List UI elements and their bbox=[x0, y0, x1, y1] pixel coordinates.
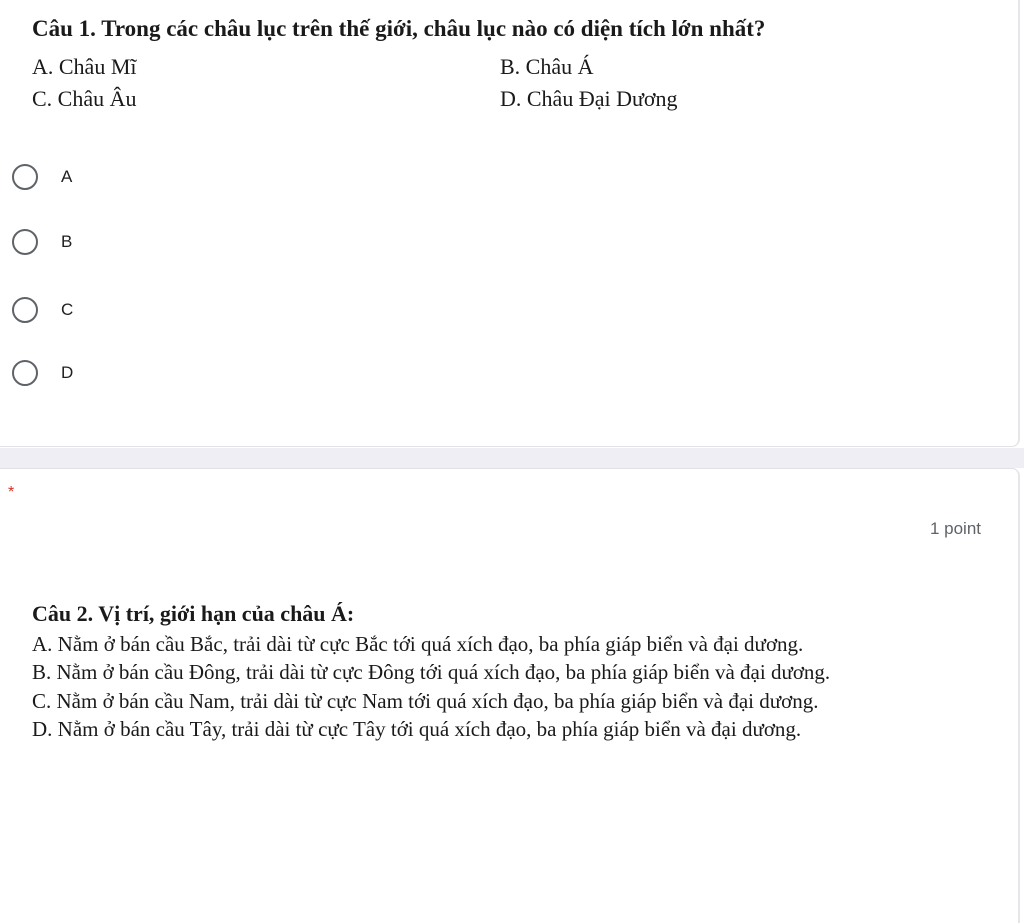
question-1-option-a-text: A. Châu Mĩ bbox=[32, 54, 137, 79]
question-2-option-c-text: C. Nằm ở bán cầu Nam, trải dài từ cực Nam tới quá xích đạo, ba phía giáp biển và đại dương. bbox=[32, 688, 819, 713]
question-1-option-d-text: D. Châu Đại Dương bbox=[500, 86, 678, 111]
choice-label-b: B bbox=[61, 232, 73, 251]
choice-label-d: D bbox=[61, 363, 74, 382]
points-label: 1 point bbox=[929, 519, 981, 538]
radio-button-d[interactable] bbox=[12, 360, 38, 386]
radio-button-b[interactable] bbox=[12, 229, 38, 255]
section-divider bbox=[0, 448, 1024, 468]
question-2-option-a-text: A. Nằm ở bán cầu Bắc, trải dài từ cực Bắc tới quá xích đạo, ba phía giáp biển và đại dương. bbox=[32, 631, 804, 656]
required-marker: * bbox=[8, 484, 15, 501]
radio-button-a[interactable] bbox=[12, 164, 38, 190]
question-card-1 bbox=[0, 0, 1020, 447]
choice-label-c: C bbox=[61, 300, 74, 319]
choice-c[interactable] bbox=[12, 297, 73, 323]
question-1-option-b-text: B. Châu Á bbox=[500, 54, 594, 79]
choice-a[interactable] bbox=[12, 164, 72, 190]
question-2-option-b-text: B. Nằm ở bán cầu Đông, trải dài từ cực Đông tới quá xích đạo, ba phía giáp biển và đại dương. bbox=[32, 660, 831, 684]
question-1-option-c-text: C. Châu Âu bbox=[32, 86, 137, 111]
question-2-body bbox=[32, 600, 977, 744]
choice-label-a: A bbox=[61, 167, 73, 186]
question-2-title: Câu 2. Vị trí, giới hạn của châu Á: bbox=[32, 601, 355, 626]
radio-button-c[interactable] bbox=[12, 297, 38, 323]
choice-d[interactable] bbox=[12, 360, 73, 386]
question-1-title: Câu 1. Trong các châu lục trên thế giới, châu lục nào có diện tích lớn nhất? bbox=[32, 16, 766, 41]
question-2-option-d-text: D. Nằm ở bán cầu Tây, trải dài từ cực Tây tới quá xích đạo, ba phía giáp biển và đại dương. bbox=[32, 717, 802, 741]
choice-b[interactable] bbox=[12, 229, 72, 255]
